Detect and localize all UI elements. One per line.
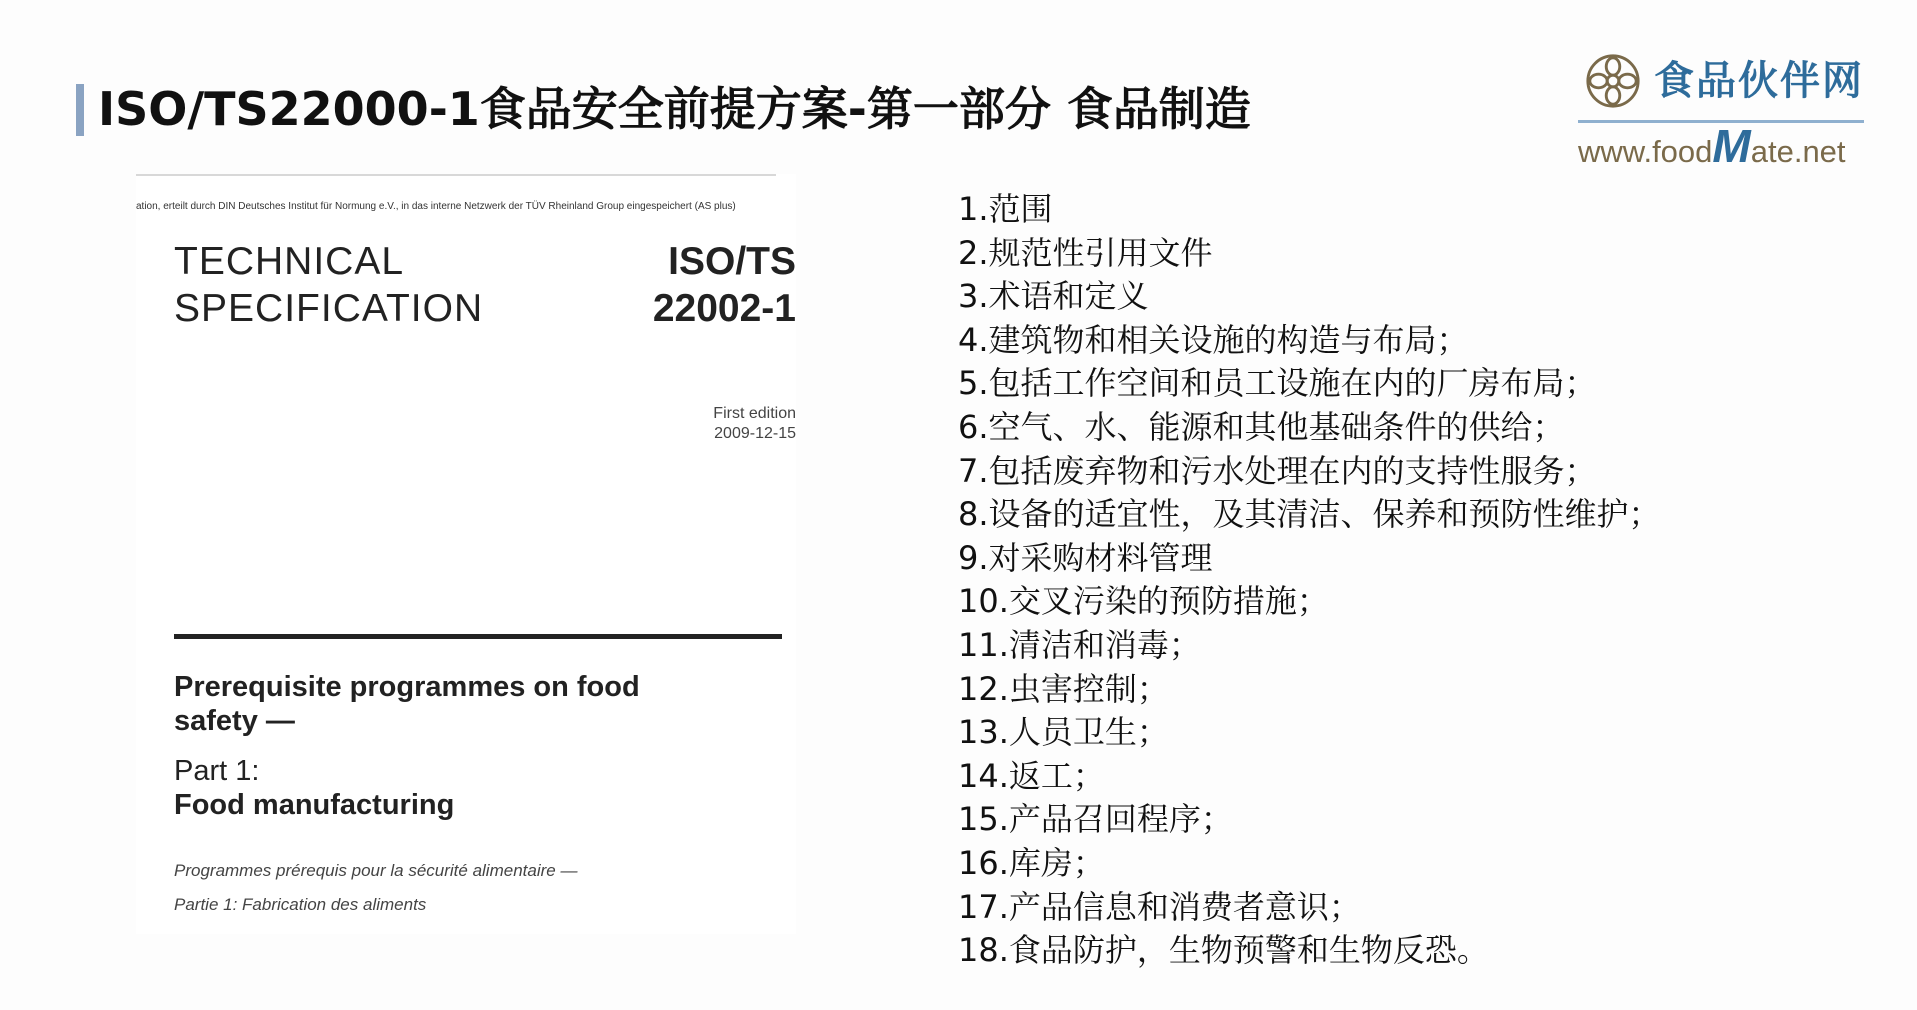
list-item: 7.包括废弃物和污水处理在内的支持性服务； (958, 451, 1597, 490)
list-item: 13.人员卫生； (958, 713, 1169, 752)
doc-edition-info (713, 404, 796, 444)
logo-url-prefix: www.food (1578, 134, 1713, 169)
list-item: 15.产品召回程序； (958, 800, 1233, 839)
foodmate-logo (1576, 46, 1866, 172)
doc-standard-line1: ISO/TS (668, 240, 796, 283)
list-item: 2.规范性引用文件 (958, 233, 1213, 272)
doc-french-title: Programmes prérequis pour la sécurité alimentaire — (174, 861, 578, 880)
doc-title-rule (174, 634, 782, 639)
doc-top-divider (136, 174, 776, 176)
list-item: 16.库房； (958, 843, 1105, 882)
doc-part-label: Part 1: (174, 755, 260, 787)
doc-main-title-line1: Prerequisite programmes on food (174, 671, 640, 703)
title-accent-bar (76, 84, 84, 136)
list-item: 14.返工； (958, 756, 1105, 795)
list-item: 10.交叉污染的预防措施； (958, 582, 1329, 621)
doc-date: 2009-12-15 (714, 425, 796, 442)
list-item: 8.设备的适宜性，及其清洁、保养和预防性维护； (958, 495, 1661, 534)
standard-cover-image (136, 174, 796, 934)
list-item: 1.范围 (958, 190, 1053, 228)
list-item: 4.建筑物和相关设施的构造与布局； (958, 320, 1469, 359)
list-item: 5.包括工作空间和员工设施在内的厂房布局； (958, 364, 1597, 403)
doc-edition: First edition (713, 405, 796, 422)
slide-title: ISO/TS22000-1食品安全前提方案-第一部分 食品制造 (98, 82, 1251, 136)
doc-standard-number (653, 238, 796, 332)
logo-url (1578, 120, 1846, 172)
list-item: 9.对采购材料管理 (958, 538, 1213, 577)
list-item: 12.虫害控制； (958, 669, 1169, 708)
list-item: 6.空气、水、能源和其他基础条件的供给； (958, 407, 1565, 446)
doc-main-title-line2: safety — (174, 705, 295, 737)
list-item: 18.食品防护，生物预警和生物反恐。 (958, 931, 1489, 970)
doc-type (174, 238, 483, 332)
doc-type-line1: TECHNICAL (174, 240, 405, 283)
doc-type-line2: SPECIFICATION (174, 287, 484, 330)
list-item: 17.产品信息和消费者意识； (958, 887, 1361, 926)
doc-header-note: ation, erteilt durch DIN Deutsches Institut für Normung e.V., in das interne Netzwerk der TÜV Rheinland Group eingespeichert (AS plus) (136, 201, 736, 212)
doc-part-title: Food manufacturing (174, 789, 455, 821)
list-item: 11.清洁和消毒； (958, 625, 1201, 664)
logo-url-suffix: ate.net (1750, 134, 1846, 169)
doc-main-title (174, 670, 694, 738)
contents-list (958, 188, 1661, 973)
logo-brand-name: 食品伙伴网 (1654, 58, 1864, 104)
list-item: 3.术语和定义 (958, 277, 1149, 316)
doc-french-part: Partie 1: Fabrication des aliments (174, 895, 427, 914)
flower-icon (1584, 52, 1642, 110)
logo-url-m: M (1712, 120, 1751, 172)
doc-standard-line2: 22002-1 (652, 287, 796, 330)
